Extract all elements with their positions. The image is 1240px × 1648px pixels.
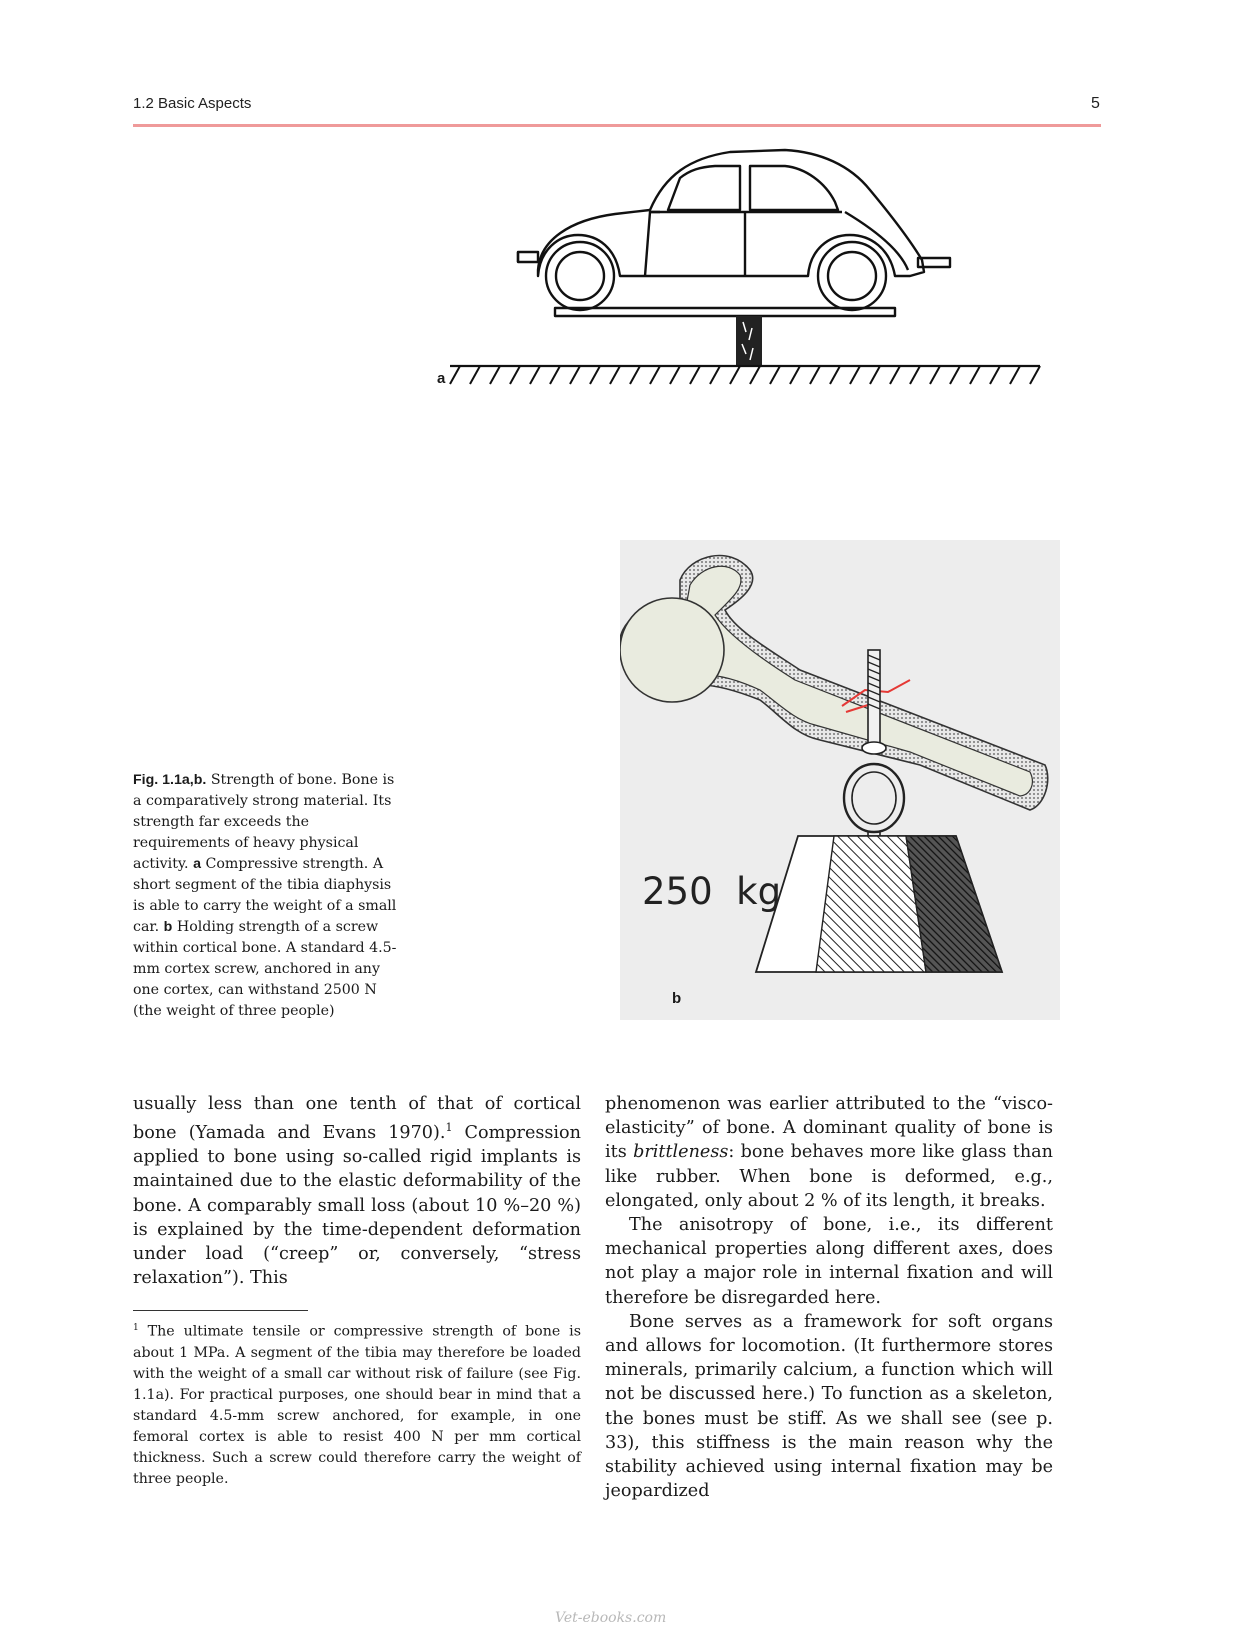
panel-b-label: b <box>672 990 682 1007</box>
body-column-right <box>605 1092 1053 1503</box>
caption-b-text: Holding strength of a screw within cortical bone. A standard 4.5-mm cortex screw, anchored in any one cortex, can withstand 2500 N (the weight of three people) <box>133 919 397 1019</box>
panel-a-label: a <box>437 370 446 387</box>
body-column-left <box>133 1092 581 1290</box>
watermark: Vet-ebooks.com <box>555 1610 667 1626</box>
weight-label: 250 kg <box>642 870 782 913</box>
footnote-number: 1 <box>133 1323 139 1333</box>
figure-car-on-bone <box>440 140 1060 400</box>
body-paragraph: The anisotropy of bone, i.e., its different mechanical properties along different axes, does not play a major role in internal fixation and will therefore be disregarded here. <box>605 1215 1053 1308</box>
figure-caption <box>133 770 398 1022</box>
footnote-text: The ultimate tensile or compressive strength of bone is about 1 MPa. A segment of the tibia may therefore be loaded with the weight of a small car without risk of failure (see Fig. 1.1a). For practical purposes, one should bear in mind that a standard 4.5-mm screw anchored, for example, in one femoral cortex is able to resist 400 N per mm cortical thickness. Such a screw could therefore carry the weight of three people. <box>133 1323 581 1487</box>
caption-b-label: b <box>163 919 173 935</box>
page-number: 5 <box>1091 95 1100 112</box>
body-paragraph: Bone serves as a framework for soft organs and allows for locomotion. (It furthermore stores minerals, primarily calcium, a function which will not be discussed here.) To function as a skeleton, the bones must be stiff. As we shall see (see p. 33), this stiffness is the main reason why the stability achieved using internal fixation may be jeopardized <box>605 1311 1053 1502</box>
caption-intro: Strength of bone. Bone is a comparatively strong material. Its strength far exceeds the requirements of heavy physical activity. <box>133 772 395 872</box>
footnote <box>133 1318 581 1490</box>
caption-a-text: Compressive strength. A short segment of the tibia diaphysis is able to carry the weight of a small car. <box>133 856 397 935</box>
footnote-rule <box>133 1310 308 1311</box>
running-header: 1.2 Basic Aspects <box>133 95 252 112</box>
footnote-ref: 1 <box>445 1121 453 1135</box>
body-paragraph: phenomenon was earlier attributed to the “visco-elasticity” of bone. A dominant quality of bone is its brittleness: bone behaves more like glass than like rubber. When bone is deformed, e.g., elongated, only about 2 % of its length, it breaks. <box>605 1094 1053 1211</box>
figure-femur-screw-weight <box>620 540 1060 1020</box>
body-paragraph: usually less than one tenth of that of cortical bone (Yamada and Evans 1970).$^1$ Compression applied to bone using so-called rigid implants is maintained due to the elastic deformability of the bone. A comparably small loss (about 10 %–20 %) is explained by the time-dependent deformation under load (“creep” or, conversely, “stress relaxation”). This <box>133 1094 581 1289</box>
caption-fig-label: Fig. 1.1a,b. <box>133 772 207 788</box>
header-rule <box>133 124 1101 127</box>
caption-a-label: a <box>193 856 201 872</box>
